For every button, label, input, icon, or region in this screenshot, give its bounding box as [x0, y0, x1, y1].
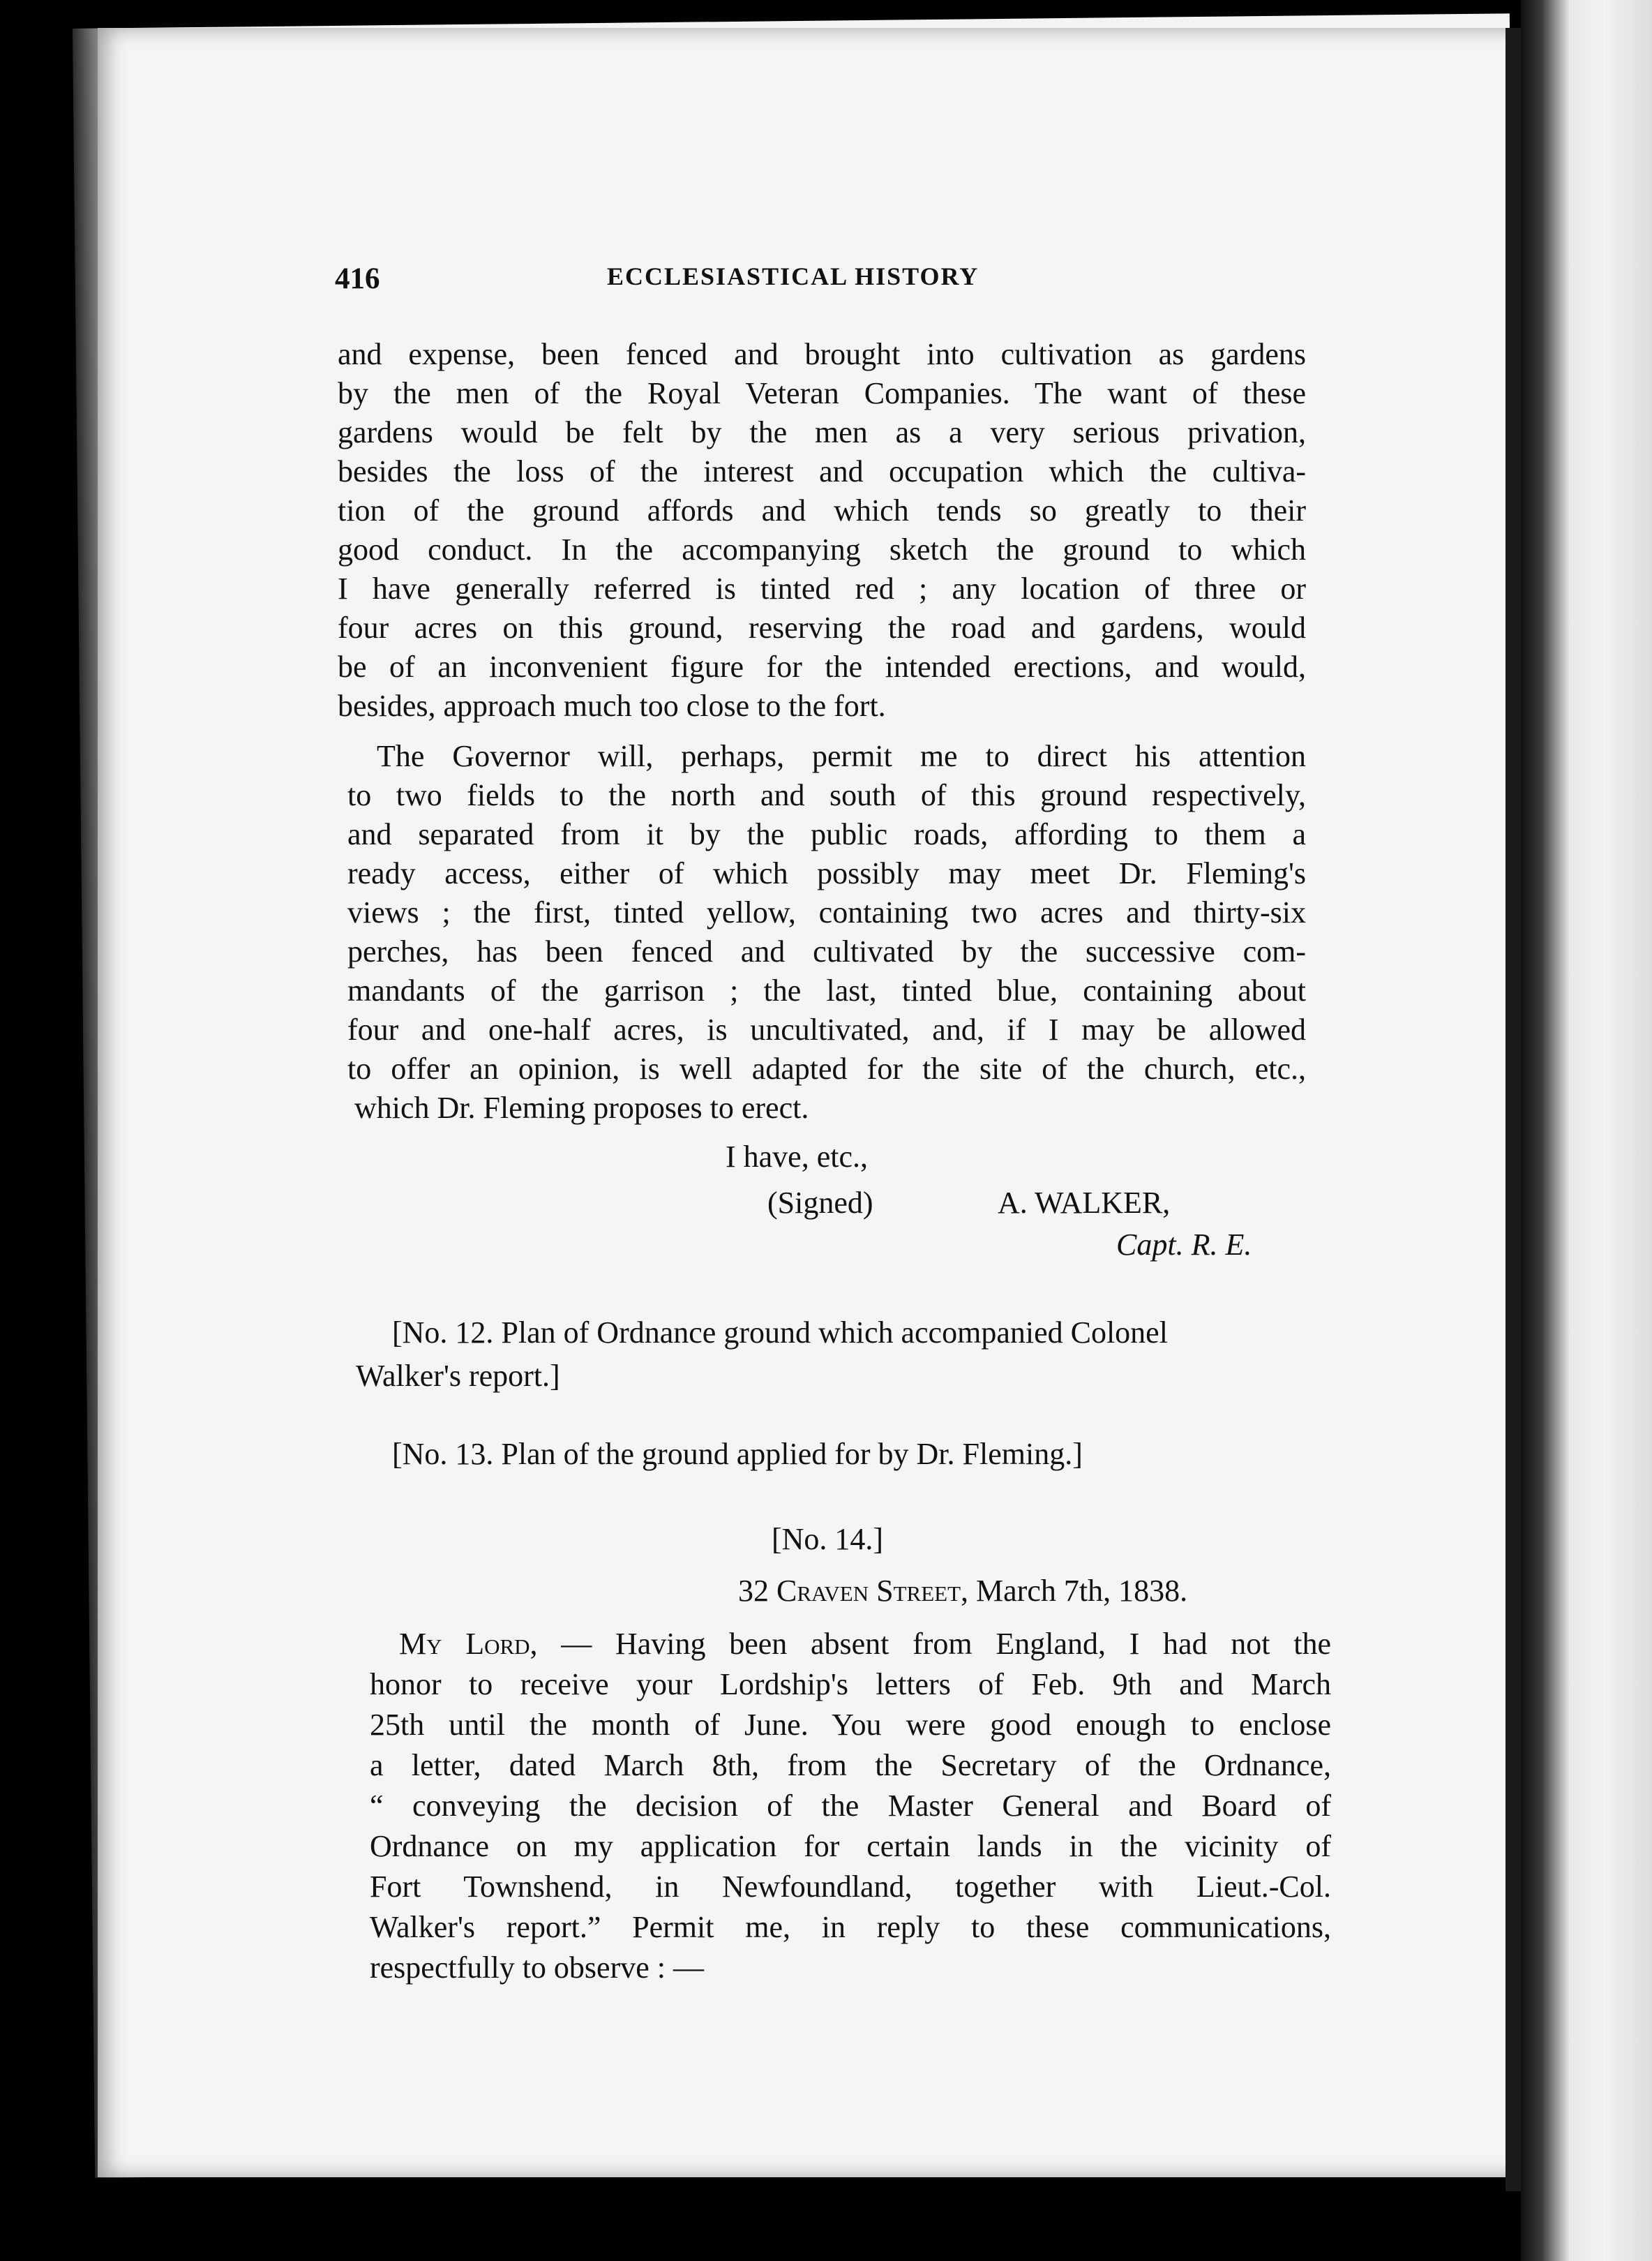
text-line: “ conveying the decision of the Master General and Board of	[370, 1789, 1331, 1823]
text-line: Walker's report.” Permit me, in reply to these communications,	[370, 1910, 1331, 1944]
note-12: [No. 12. Plan of Ordnance ground which accompanied Colonel	[392, 1315, 1168, 1350]
signature-name: A. WALKER,	[998, 1186, 1171, 1220]
text-line: besides, approach much too close to the fort.	[338, 689, 886, 723]
running-head: ECCLESIASTICAL HISTORY	[607, 262, 979, 290]
text-line: four and one-half acres, is uncultivated, and, if I may be allowed	[347, 1013, 1306, 1047]
text-line: a letter, dated March 8th, from the Secretary of the Ordnance,	[370, 1748, 1331, 1782]
note-12-cont: Walker's report.]	[356, 1359, 560, 1393]
text-line: be of an inconvenient figure for the intended erections, and would,	[338, 650, 1306, 684]
text-line: I have generally referred is tinted red ; any location of three or	[338, 572, 1306, 606]
signature-title: Capt. R. E.	[1116, 1227, 1252, 1262]
doc-number-14: [No. 14.]	[772, 1522, 884, 1556]
address-street: Craven Street,	[776, 1574, 969, 1608]
text-line: 25th until the month of June. You were good enough to enclose	[370, 1708, 1331, 1742]
page-number: 416	[335, 262, 380, 295]
text-line: besides the loss of the interest and occupation which the cultiva-	[338, 454, 1306, 488]
letter-first-line	[399, 1629, 1331, 1659]
text-line: good conduct. In the accompanying sketch the ground to which	[338, 532, 1306, 567]
note-13: [No. 13. Plan of the ground applied for by Dr. Fleming.]	[392, 1437, 1083, 1471]
text-line: and separated from it by the public roads, affording to them a	[347, 817, 1306, 851]
text-line: four acres on this ground, reserving the road and gardens, would	[338, 611, 1306, 645]
text-line: Fort Townshend, in Newfoundland, together with Lieut.-Col.	[370, 1870, 1331, 1904]
text-line: to offer an opinion, is well adapted for the site of the church, etc.,	[347, 1052, 1306, 1086]
text-line: tion of the ground affords and which tends so greatly to their	[338, 493, 1306, 528]
salutation: My Lord,	[399, 1627, 538, 1661]
text-line: respectfully to observe : —	[370, 1950, 704, 1985]
text-line: perches, has been fenced and cultivated by the successive com-	[347, 934, 1306, 969]
closing-have-etc: I have, etc.,	[726, 1140, 868, 1174]
text-line: mandants of the garrison ; the last, tinted blue, containing about	[347, 973, 1306, 1008]
facing-page-edge	[1521, 0, 1652, 2261]
closing-signed: (Signed)	[767, 1186, 873, 1220]
text-line: honor to receive your Lordship's letters of Feb. 9th and March	[370, 1667, 1331, 1701]
text-line: Ordnance on my application for certain lands in the vicinity of	[370, 1829, 1331, 1863]
text-line: ready access, either of which possibly may meet Dr. Fleming's	[347, 856, 1306, 890]
text-line: views ; the first, tinted yellow, containing two acres and thirty-six	[347, 895, 1306, 930]
letter-address	[738, 1576, 1187, 1606]
address-number: 32	[738, 1574, 776, 1608]
text-line: and expense, been fenced and brought into cultivation as gardens	[338, 337, 1306, 371]
text-line: gardens would be felt by the men as a very serious privation,	[338, 415, 1306, 449]
first-line-text: — Having been absent from England, I had not the	[537, 1627, 1331, 1661]
text-line: by the men of the Royal Veteran Companies. The want of these	[338, 376, 1306, 410]
text-line: which Dr. Fleming proposes to erect.	[354, 1091, 809, 1125]
text-line: to two fields to the north and south of this ground respectively,	[347, 778, 1306, 812]
address-date: March 7th, 1838.	[968, 1574, 1188, 1608]
page-header	[0, 262, 1652, 304]
text-line: The Governor will, perhaps, permit me to direct his attention	[377, 739, 1306, 773]
